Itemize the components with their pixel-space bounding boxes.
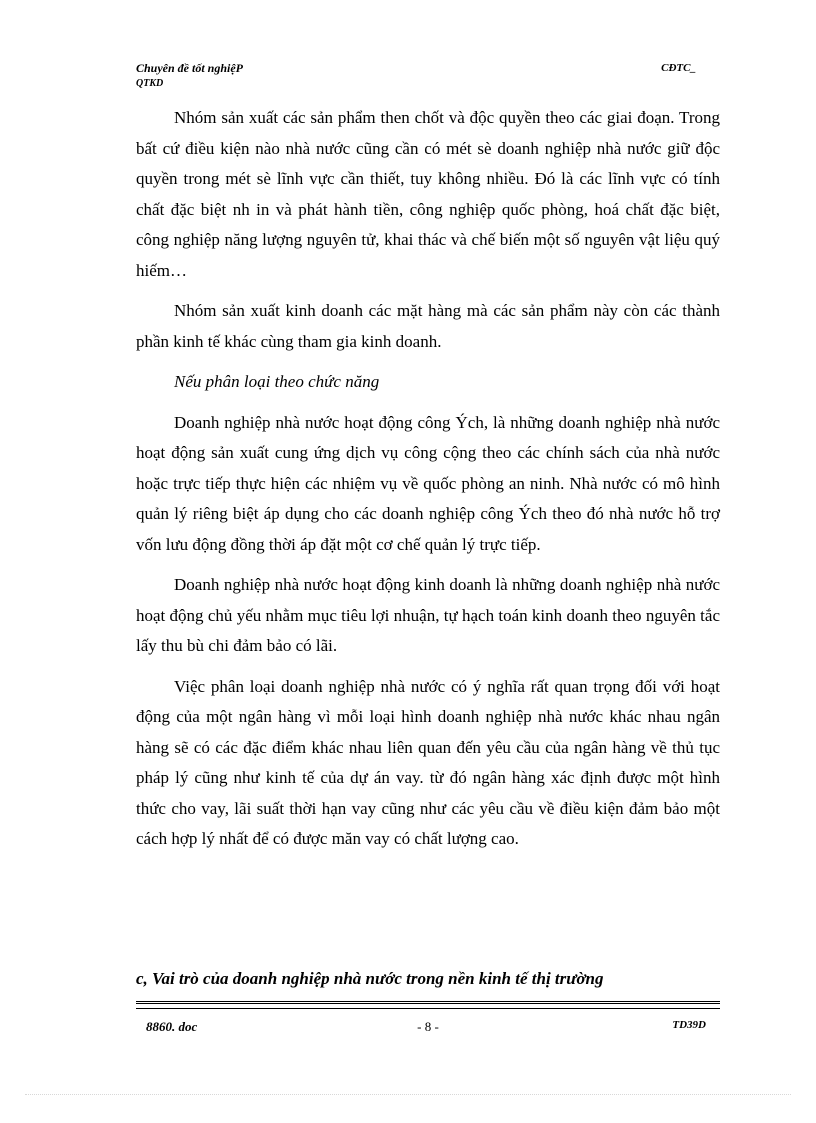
page-number: - 8 - xyxy=(417,1019,439,1034)
document-body xyxy=(136,103,720,855)
footer-filename: 8860. doc xyxy=(146,1019,198,1034)
paragraph: Doanh nghiệp nhà nước hoạt động công Ých, là những doanh nghiệp nhà nước hoạt động sản xuất cung ứng dịch vụ công cộng theo các chính sách của nhà nước hoặc trực tiếp thực hiện các nhiệm vụ về quốc phòng an ninh. Nhà nước có mô hình quản lý riêng biệt áp dụng cho các doanh nghiệp công Ých theo đó nhà nước hỗ trợ vốn lưu động đồng thời áp đặt một cơ chế quản lý trực tiếp. xyxy=(136,412,720,554)
header-title-line1: Chuyên đề tốt nghiệP xyxy=(136,61,244,75)
header-title xyxy=(136,60,243,90)
paragraph: Việc phân loại doanh nghiệp nhà nước có ý nghĩa rất quan trọng đối với hoạt động của một ngân hàng vì mỗi loại hình doanh nghiệp nhà nước khác nhau ngân hàng sẽ có các đặc điểm khác nhau liên quan đến yêu cầu của ngân hàng về thủ tục pháp lý cũng như kinh tế của dự án vay. từ đó ngân hàng xác định được một hình thức cho vay, lãi suất thời hạn vay cũng như các yêu cầu về điều kiện đảm bảo một cách hợp lý nhất để có được măn vay có chất lượng cao. xyxy=(136,676,720,848)
paragraph: Nhóm sản xuất kinh doanh các mặt hàng mà các sản phẩm này còn các thành phần kinh tế khác cùng tham gia kinh doanh. xyxy=(136,301,720,351)
page-header xyxy=(136,60,718,96)
page-footer xyxy=(136,1019,720,1039)
footer-code: TD39D xyxy=(672,1019,706,1031)
paragraph: Doanh nghiệp nhà nước hoạt động kinh doanh là những doanh nghiệp nhà nước hoạt động chủ yếu nhằm mục tiêu lợi nhuận, tự hạch toán kinh doanh theo nguyên tắc lấy thu bù chi đảm bảo có lãi. xyxy=(136,575,720,655)
footer-divider xyxy=(136,1001,720,1009)
header-code: CĐTC_ xyxy=(661,62,696,74)
page-bottom-divider xyxy=(25,1094,791,1095)
paragraph: Nhóm sản xuất các sản phẩm then chốt và độc quyền theo các giai đoạn. Trong bất cứ điều kiện nào nhà nước cũng cần có mét sè doanh nghiệp nhà nước giữ độc quyền trong mét sè lĩnh vực cần thiết, tuy không nhiều. Đó là các lĩnh vực có tính chất đặc biệt nh in và phát hành tiền, công nghiệp quốc phòng, hoá chất đặc biệt, công nghiệp năng lượng nguyên tử, khai thác và chế biến một số nguyên vật liệu quý hiếm… xyxy=(136,108,720,280)
subheading-italic: Nếu phân loại theo chức năng xyxy=(174,372,380,391)
header-title-line2: QTKD xyxy=(136,78,164,89)
section-heading: c, Vai trò của doanh nghiệp nhà nước trong nền kinh tế thị trường xyxy=(136,969,604,988)
